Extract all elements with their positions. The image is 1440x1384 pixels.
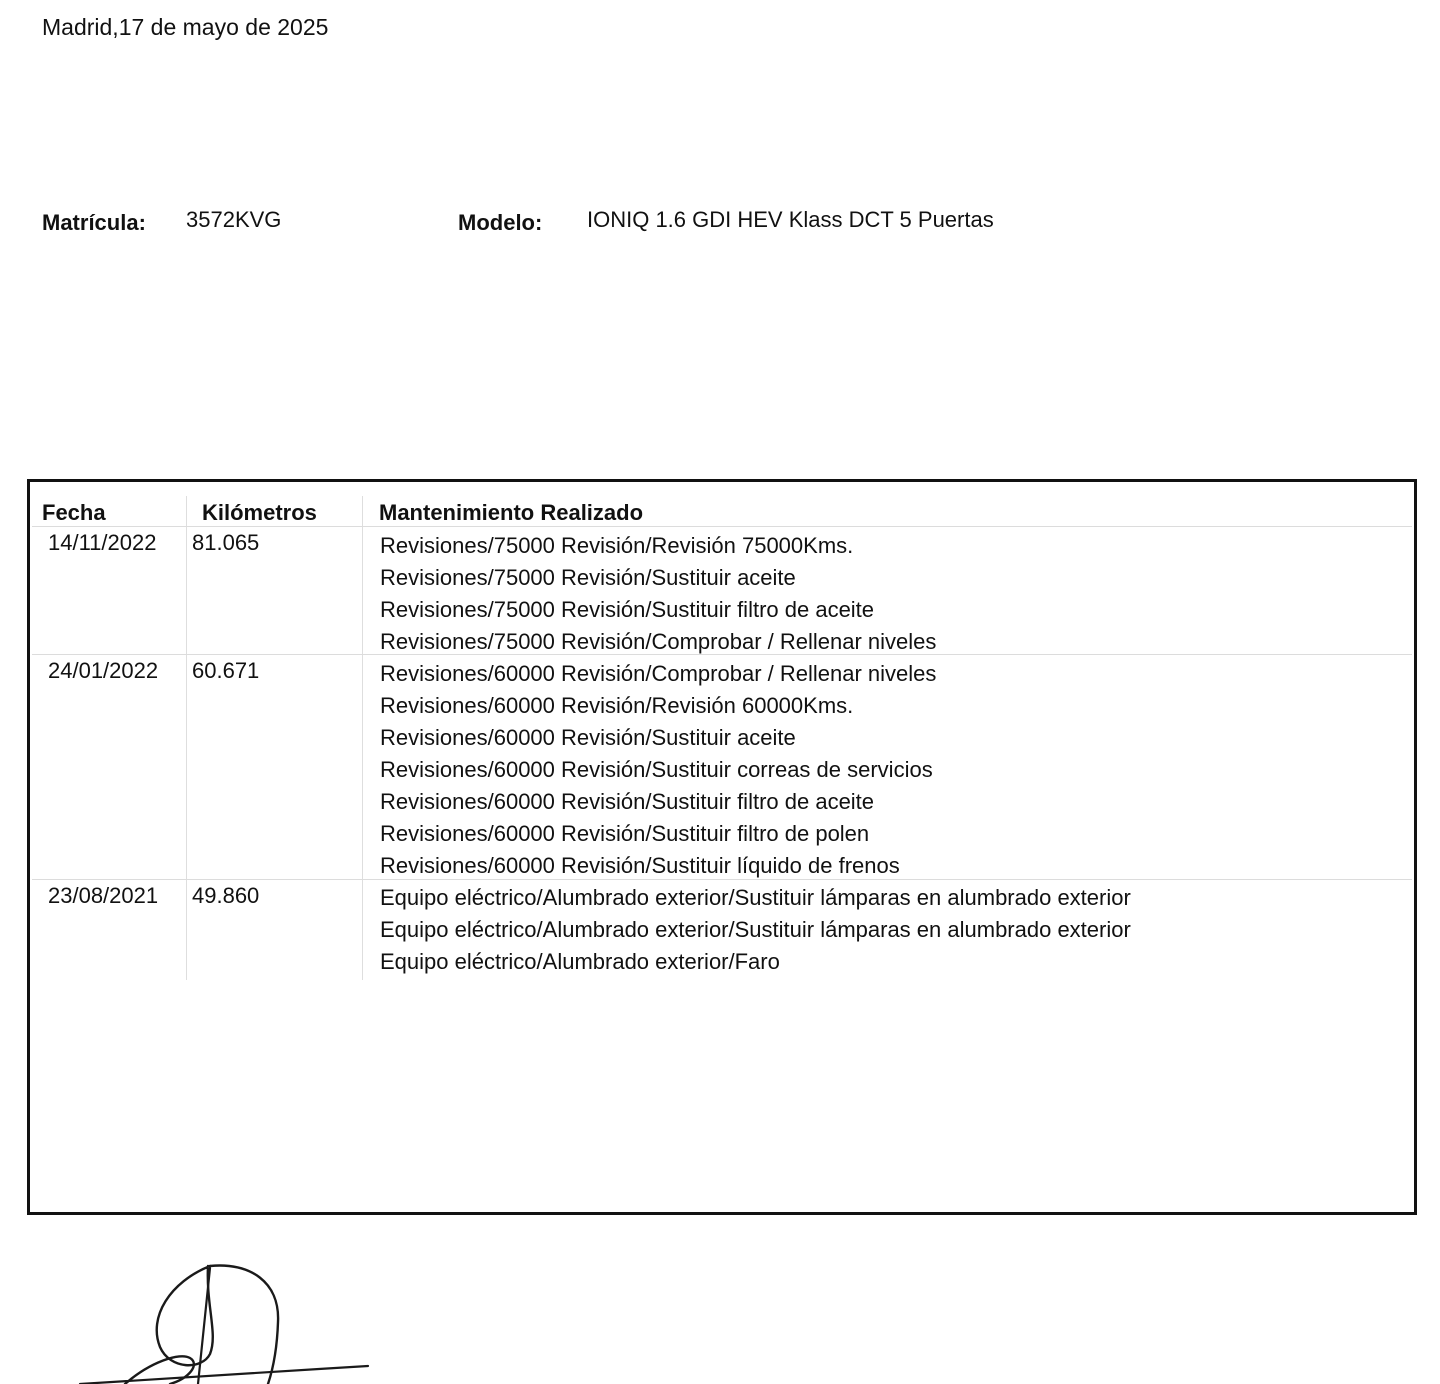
model-value: IONIQ 1.6 GDI HEV Klass DCT 5 Puertas [587,207,994,232]
plate-value: 3572KVG [186,207,282,232]
record-task: Equipo eléctrico/Alumbrado exterior/Sustituir lámparas en alumbrado exterior [380,885,1131,910]
record-date: 23/08/2021 [48,883,159,908]
column-divider-km-work [362,496,363,980]
record-date: 14/11/2022 [48,530,157,555]
record-task: Revisiones/75000 Revisión/Sustituir filtro de aceite [380,597,875,622]
record-task: Revisiones/60000 Revisión/Comprobar / Rellenar niveles [380,661,937,686]
record-task: Revisiones/60000 Revisión/Revisión 60000Kms. [380,693,854,718]
record-task: Revisiones/60000 Revisión/Sustituir filtro de aceite [380,789,875,814]
record-task: Revisiones/75000 Revisión/Sustituir aceite [380,565,796,590]
record-km: 81.065 [192,530,260,555]
record-task: Revisiones/60000 Revisión/Sustituir líquido de frenos [380,853,900,878]
signature-stroke [80,1366,368,1384]
model-label: Modelo: [458,210,543,235]
plate-label: Matrícula: [42,210,146,235]
column-divider-date-km [186,496,187,980]
record-task: Revisiones/60000 Revisión/Sustituir filtro de polen [380,821,870,846]
header-divider [32,526,1412,527]
record-task: Revisiones/60000 Revisión/Sustituir correas de servicios [380,757,933,782]
record-km: 60.671 [192,658,260,683]
header-km: Kilómetros [202,500,317,525]
row-divider-2 [32,879,1412,880]
maintenance-table [27,479,1417,1215]
record-task: Revisiones/60000 Revisión/Sustituir aceite [380,725,796,750]
record-date: 24/01/2022 [48,658,159,683]
record-km: 49.860 [192,883,260,908]
header-date: Fecha [42,500,106,525]
record-task: Equipo eléctrico/Alumbrado exterior/Sustituir lámparas en alumbrado exterior [380,917,1131,942]
signature-stroke [210,1265,278,1384]
signature-stroke [198,1268,210,1384]
header-work: Mantenimiento Realizado [379,500,644,525]
record-task: Equipo eléctrico/Alumbrado exterior/Faro [380,949,780,974]
record-task: Revisiones/75000 Revisión/Revisión 75000Kms. [380,533,854,558]
signature [30,1262,370,1384]
place-date: Madrid,17 de mayo de 2025 [42,14,329,40]
record-task: Revisiones/75000 Revisión/Comprobar / Rellenar niveles [380,629,937,654]
